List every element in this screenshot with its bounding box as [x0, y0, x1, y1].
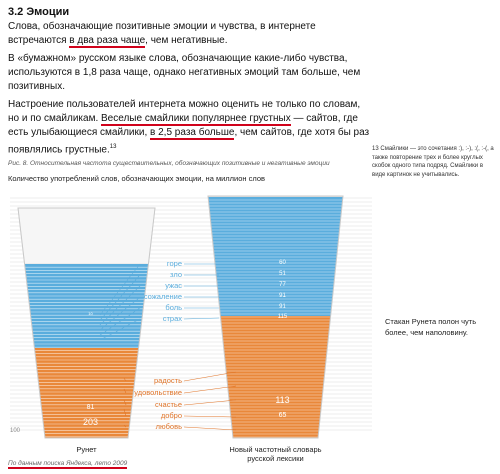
chart-title: Количество употреблений слов, обозначающих эмоции, на миллион слов	[8, 174, 265, 183]
positive-word-label: любовь	[155, 422, 182, 431]
negative-value-label: 10	[88, 311, 93, 316]
scale-label: 100	[10, 428, 21, 434]
negative-value-label: 115	[277, 314, 288, 320]
p1-text-a: Слова, обозначающие позитивные эмоции и чувства, в интернете встречаются	[8, 21, 316, 46]
p3-text-c: , чем сайтов, где хотя бы раз появлялись грустные.	[8, 127, 370, 156]
negative-word-label: сожаление	[143, 292, 182, 301]
positive-word-label: удовольствие	[134, 388, 182, 397]
side-note	[372, 145, 494, 179]
negative-value-label: 60	[279, 260, 286, 266]
p1-highlight: в два раза чаще	[69, 35, 146, 46]
negative-value-label: 77	[279, 282, 286, 288]
negative-word-label: зло	[170, 270, 182, 279]
paragraph-2: В «бумажном» русском языке слова, обозначающие какие-либо чувства, используются в 1,8 раза чаще, однако негативных эмоций там больше, чем позитивных.	[8, 53, 361, 92]
paragraph-3	[8, 98, 373, 157]
negative-value-label: 51	[279, 271, 286, 277]
category-label-line2: русской лексики	[247, 454, 304, 463]
right-glass	[208, 196, 343, 463]
positive-value-label: 113	[275, 395, 290, 405]
connector-line	[184, 416, 236, 417]
positive-value-label: 203	[82, 417, 99, 427]
glass-empty-part	[18, 208, 155, 264]
positive-value-label: 65	[278, 412, 287, 419]
negative-word-label: боль	[165, 303, 182, 312]
negative-word-label: страх	[162, 314, 182, 323]
negative-value-label: 91	[279, 304, 286, 310]
positive-value-label: 81	[86, 404, 95, 411]
negative-word-label: ужас	[165, 281, 182, 290]
paragraph-1	[8, 20, 373, 48]
figure-caption: Рис. 8. Относительная частота существительных, обозначающих позитивные и негативные эмоции	[8, 160, 330, 167]
cup-note: Стакан Рунета полон чуть более, чем наполовину.	[385, 317, 477, 337]
positive-word-label: счастье	[154, 400, 182, 409]
category-label: Новый частотный словарь	[229, 445, 322, 454]
p1-text-b: , чем негативные.	[145, 35, 228, 46]
section-title: 3.2 Эмоции	[8, 6, 70, 18]
p3-highlight-1: Веселые смайлики популярнее грустных	[101, 113, 291, 124]
footnote-ref: 13	[109, 144, 117, 150]
p3-text-a: Настроение пользователей интернета можно оценить не только по словам, но и по смайликам.	[8, 99, 361, 124]
left-glass	[18, 208, 155, 454]
side-note-text: Смайлики — это сочетания :), :-), :(, :-(, а также повторение трех и более круглых скобок одного типа подряд. Смайлики в виде картинок не учитывались.	[372, 146, 494, 178]
negative-value-label: 91	[279, 293, 286, 299]
negative-word-label: горе	[166, 259, 182, 268]
side-note-marker: 13	[372, 146, 379, 152]
source-note: По данным поиска Яндекса, лето 2009	[8, 460, 128, 467]
positive-word-label: радость	[154, 376, 182, 385]
category-label: Рунет	[76, 445, 97, 454]
glass-chart	[0, 180, 380, 470]
p3-highlight-2: в 2,5 раза больше	[150, 127, 235, 138]
positive-word-label: добро	[160, 411, 182, 420]
p3-text-b: — сайтов, где есть улыбающиеся смайлики,	[8, 113, 358, 138]
